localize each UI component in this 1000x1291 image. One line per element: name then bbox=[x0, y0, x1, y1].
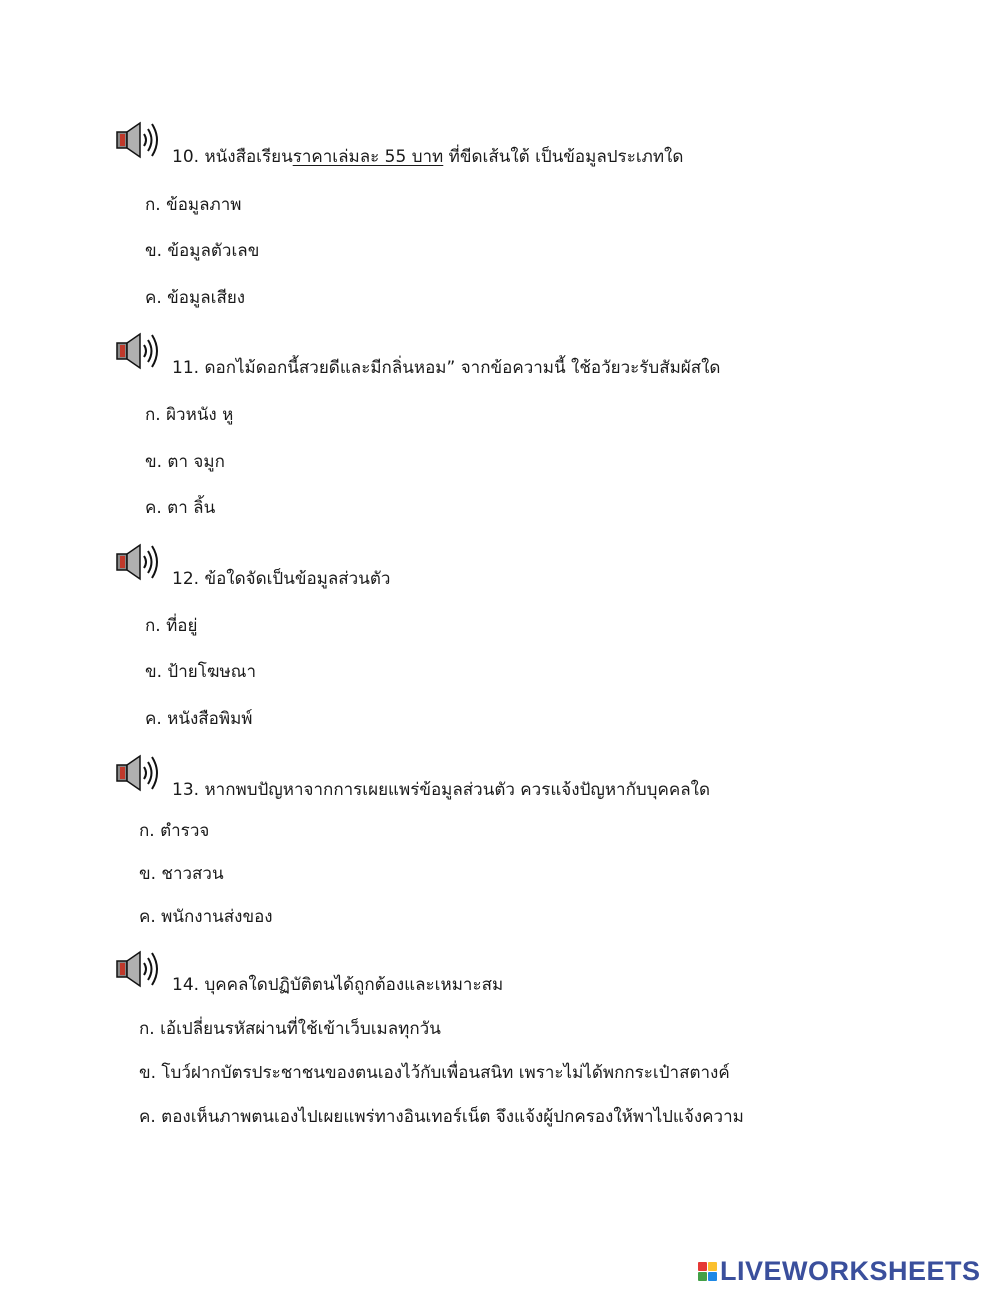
question-body: บุคคลใดปฏิบัติตนได้ถูกต้องและเหมาะสม bbox=[204, 975, 504, 995]
option-c[interactable]: ค. พนักงานส่งของ bbox=[139, 907, 273, 927]
question-number: 13. bbox=[172, 780, 200, 800]
option-c[interactable]: ค. ข้อมูลเสียง bbox=[145, 288, 246, 308]
question-text bbox=[172, 568, 390, 590]
question-body: ดอกไม้ดอกนี้สวยดีและมีกลิ่นหอม” จากข้อความนี้ ใช้อวัยวะรับสัมผัสใด bbox=[204, 358, 721, 378]
option-c[interactable]: ค. ตองเห็นภาพตนเองไปเผยแพร่ทางอินเทอร์เน็ต จึงแจ้งผู้ปกครองให้พาไปแจ้งความ bbox=[139, 1107, 744, 1127]
question-text bbox=[172, 146, 683, 168]
question-text bbox=[172, 357, 720, 379]
option-a[interactable]: ก. ข้อมูลภาพ bbox=[145, 195, 242, 215]
logo-mark-icon bbox=[698, 1262, 717, 1281]
speaker-icon[interactable] bbox=[116, 120, 164, 160]
question-text-before: หนังสือเรียน bbox=[204, 147, 293, 167]
question-body: หากพบปัญหาจากการเผยแพร่ข้อมูลส่วนตัว ควรแจ้งปัญหากับบุคคลใด bbox=[204, 780, 710, 800]
logo-tile bbox=[708, 1262, 717, 1271]
speaker-icon[interactable] bbox=[116, 542, 164, 582]
question-number: 14. bbox=[172, 975, 200, 995]
option-a[interactable]: ก. ผิวหนัง หู bbox=[145, 405, 234, 425]
underlined-text: ราคาเล่มละ 55 บาท bbox=[292, 147, 444, 167]
question-text-after: ที่ขีดเส้นใต้ เป็นข้อมูลประเภทใด bbox=[443, 147, 684, 167]
option-a[interactable]: ก. เอ้เปลี่ยนรหัสผ่านที่ใช้เข้าเว็บเมลทุกวัน bbox=[139, 1019, 441, 1039]
question-text bbox=[172, 974, 503, 996]
liveworksheets-logo bbox=[698, 1257, 981, 1285]
option-b[interactable]: ข. ข้อมูลตัวเลข bbox=[145, 241, 260, 261]
option-b[interactable]: ข. ชาวสวน bbox=[139, 864, 224, 884]
option-b[interactable]: ข. ป้ายโฆษณา bbox=[145, 662, 256, 682]
speaker-icon[interactable] bbox=[116, 753, 164, 793]
question-text bbox=[172, 779, 710, 801]
question-number: 11. bbox=[172, 358, 200, 378]
logo-tile bbox=[708, 1272, 717, 1281]
logo-tile bbox=[698, 1272, 707, 1281]
option-b[interactable]: ข. โบว์ฝากบัตรประชาชนของตนเองไว้กับเพื่อนสนิท เพราะไม่ได้พกกระเป๋าสตางค์ bbox=[139, 1063, 730, 1083]
question-body: ข้อใดจัดเป็นข้อมูลส่วนตัว bbox=[204, 569, 391, 589]
option-a[interactable]: ก. ตำรวจ bbox=[139, 821, 210, 841]
option-b[interactable]: ข. ตา จมูก bbox=[145, 452, 225, 472]
option-a[interactable]: ก. ที่อยู่ bbox=[145, 616, 198, 636]
question-number: 12. bbox=[172, 569, 200, 589]
speaker-icon[interactable] bbox=[116, 331, 164, 371]
option-c[interactable]: ค. หนังสือพิมพ์ bbox=[145, 709, 253, 729]
logo-tile bbox=[698, 1262, 707, 1271]
logo-text: LIVEWORKSHEETS bbox=[720, 1255, 981, 1286]
option-c[interactable]: ค. ตา ลิ้น bbox=[145, 498, 216, 518]
speaker-icon[interactable] bbox=[116, 949, 164, 989]
question-number: 10. bbox=[172, 147, 200, 167]
